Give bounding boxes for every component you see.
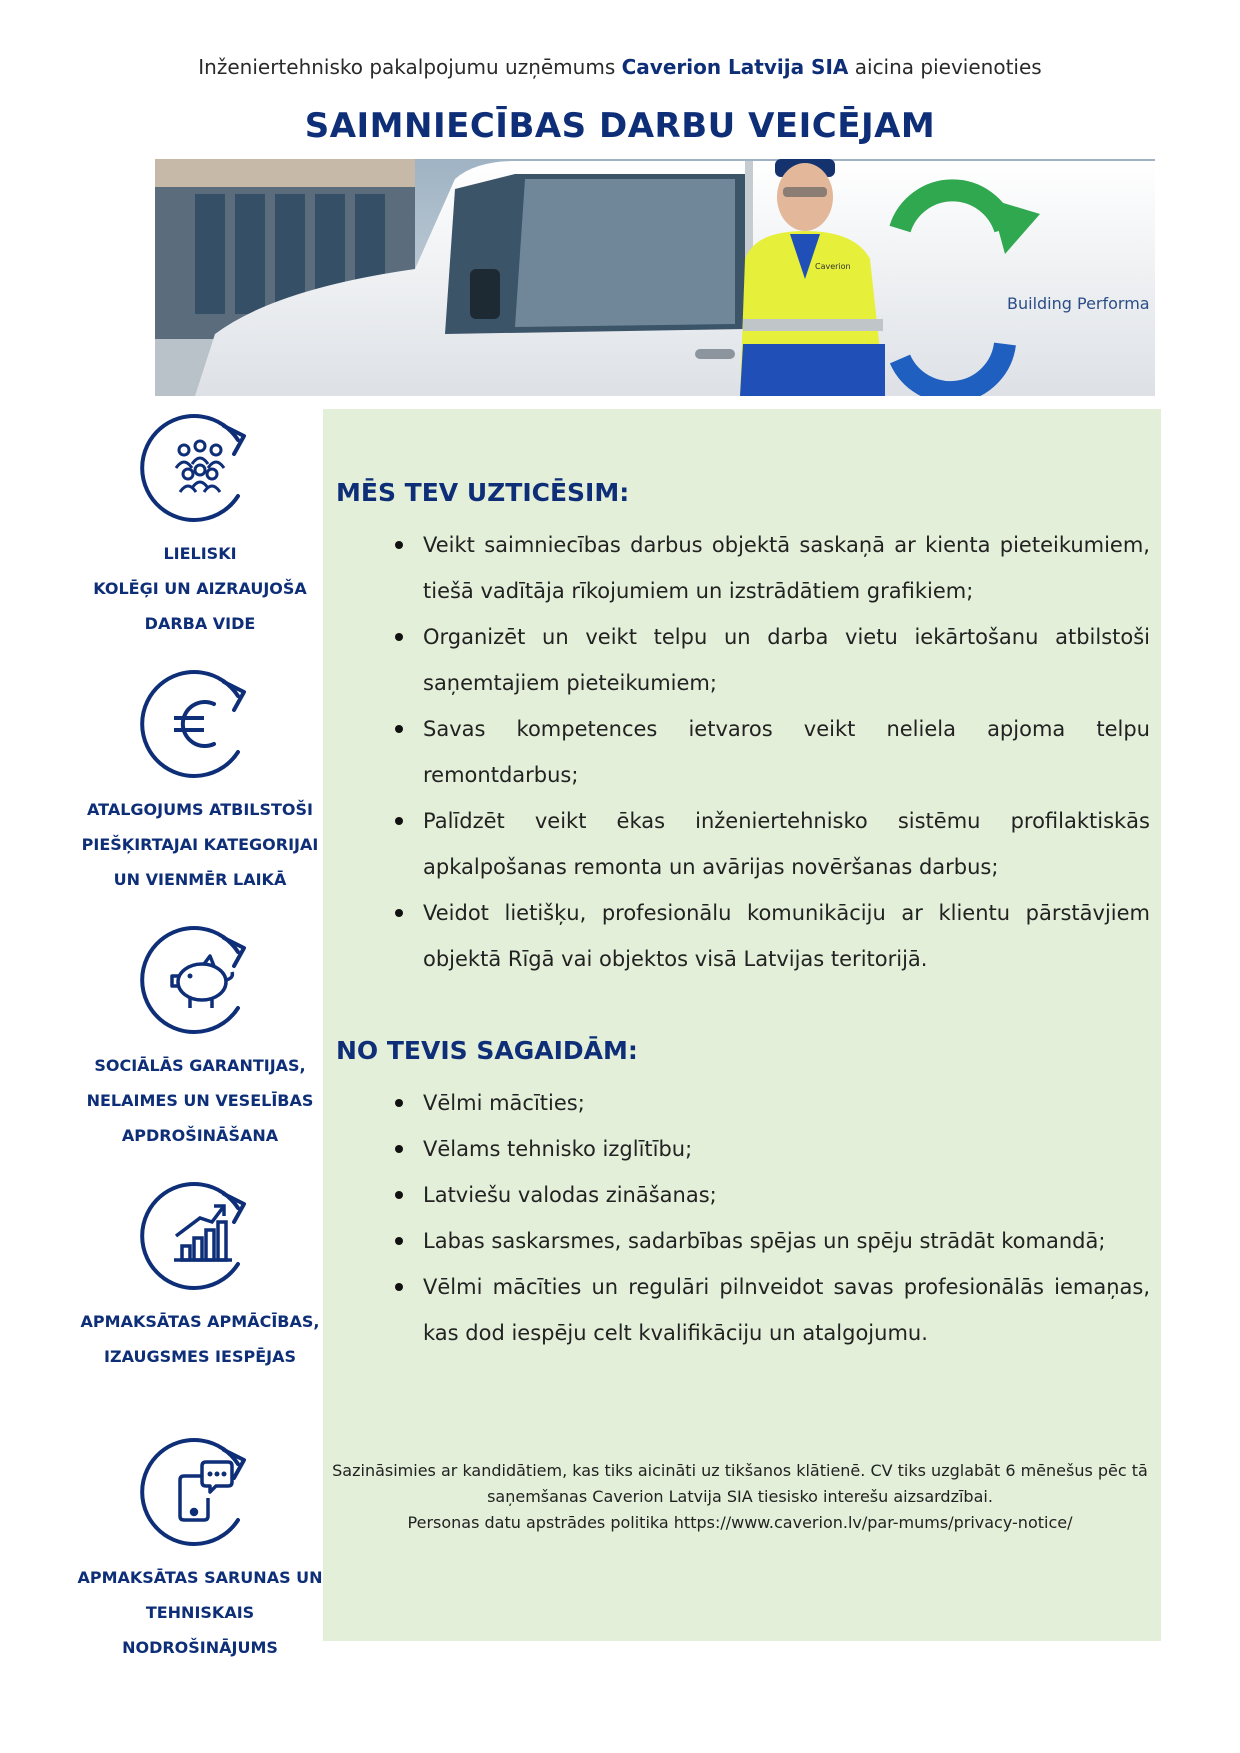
offer-list xyxy=(395,522,1150,982)
intro-prefix: Inženiertehnisko pakalpojumu uzņēmums xyxy=(198,55,616,79)
expect-section-title: NO TEVIS SAGAIDĀM: xyxy=(336,1036,638,1065)
privacy-policy-link[interactable]: Personas datu apstrādes politika https://www.caverion.lv/par-mums/privacy-notice/ xyxy=(407,1513,1073,1532)
benefit-training-label: APMAKSĀTAS APMĀCĪBAS, IZAUGSMES IESPĒJAS xyxy=(80,1312,320,1366)
growth-chart-icon xyxy=(140,1176,260,1296)
list-item: Palīdzēt veikt ēkas inženiertehnisko sistēmu profilaktiskās apkalpošanas remonta un avārijas novēršanas darbus; xyxy=(395,798,1150,890)
privacy-note xyxy=(330,1458,1150,1536)
list-item: Vēlmi mācīties un regulāri pilnveidot savas profesionālās iemaņas, kas dod iespēju celt kvalifikāciju un atalgojumu. xyxy=(395,1264,1150,1356)
list-item: Veidot lietišķu, profesionālu komunikāciju ar klientu pārstāvjiem objektā Rīgā vai objektos visā Latvijas teritorijā. xyxy=(395,890,1150,982)
privacy-note-line-1: Sazināsimies ar kandidātiem, kas tiks aicināti uz tikšanos klātienē. CV tiks uzglabāt 6 mēnešus pēc tā xyxy=(332,1461,1148,1480)
list-item: Labas saskarsmes, sadarbības spējas un spēju strādāt komandā; xyxy=(395,1218,1150,1264)
list-item: Veikt saimniecības darbus objektā saskaņā ar kienta pieteikumiem, tiešā vadītāja rīkojumiem un izstrādātiem grafikiem; xyxy=(395,522,1150,614)
intro-line xyxy=(0,55,1240,79)
benefit-insurance-label: SOCIĀLĀS GARANTIJAS, NELAIMES UN VESELĪBAS APDROŠINĀŠANA xyxy=(86,1056,314,1145)
people-group-icon xyxy=(140,408,260,528)
offer-section-title: MĒS TEV UZTICĒSIM: xyxy=(336,478,630,507)
van-worker-illustration xyxy=(155,159,1155,396)
page-title: SAIMNIECĪBAS DARBU VEICĒJAM xyxy=(304,106,936,146)
list-item: Organizēt un veikt telpu un darba vietu iekārtošanu atbilstoši saņemtajiem pieteikumiem; xyxy=(395,614,1150,706)
piggy-bank-icon xyxy=(140,920,260,1040)
benefit-salary-label: ATALGOJUMS ATBILSTOŠI PIEŠĶIRTAJAI KATEGORIJAI UN VIENMĒR LAIKĀ xyxy=(81,800,319,889)
list-item: Vēlams tehnisko izglītību; xyxy=(395,1126,1150,1172)
benefit-colleagues-label: LIELISKI KOLĒĢI UN AIZRAUJOŠA DARBA VIDE xyxy=(93,544,307,633)
intro-suffix: aicina pievienoties xyxy=(854,55,1042,79)
list-item: Savas kompetences ietvaros veikt neliela apjoma telpu remontdarbus; xyxy=(395,706,1150,798)
list-item: Vēlmi mācīties; xyxy=(395,1080,1150,1126)
phone-chat-icon xyxy=(140,1432,260,1552)
worker-badge-text: Caverion xyxy=(815,262,851,271)
benefit-phone-label: APMAKSĀTAS SARUNAS UN TEHNISKAIS NODROŠINĀJUMS xyxy=(77,1568,323,1657)
privacy-note-line-2: saņemšanas Caverion Latvija SIA tiesisko interešu aizsardzībai. xyxy=(487,1487,993,1506)
list-item: Latviešu valodas zināšanas; xyxy=(395,1172,1150,1218)
van-logo-text: Building Performa xyxy=(1007,294,1150,313)
expect-list xyxy=(395,1080,1150,1356)
hero-photo xyxy=(155,159,1155,396)
euro-icon xyxy=(140,664,260,784)
company-name: Caverion Latvija SIA xyxy=(621,55,849,79)
